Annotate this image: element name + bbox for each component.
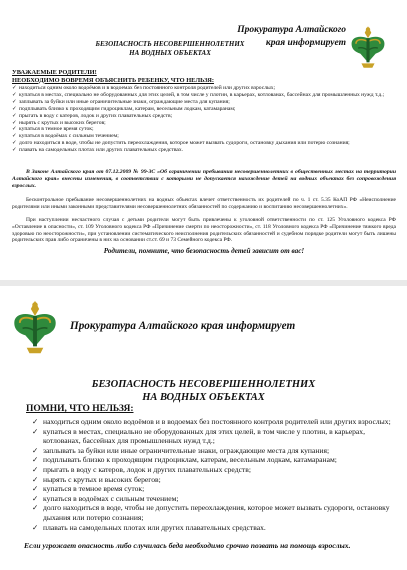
check-icon: ✓ [32,522,39,532]
parents-slogan: Родители, помните, что безопасность детей зависит от вас! [103,247,305,255]
list-item: ✓ подплывать близко к проходящим гидроциклам, катерам, весельным лодкам, катамаранам; [32,455,337,465]
list-item: ✓ подплывать близко к проходящим гидроциклам, катерам, весельным лодкам, катамаранам; [12,105,236,112]
explain-heading: НЕОБХОДИМО ВОВРЕМЯ ОБЪЯСНИТЬ РЕБЕНКУ, ЧТО НЕЛЬЗЯ: [12,76,214,84]
leaflet-parents [0,0,407,280]
list-item: ✓ долго находиться в воде, чтобы не допустить переохлаждения, которое может вызвать судороги, остановку дыхания или потерю сознания; [32,503,390,522]
check-icon: ✓ [12,91,17,98]
intro-heading [12,69,392,85]
check-icon: ✓ [32,417,39,426]
address-parents: УВАЖАЕМЫЕ РОДИТЕЛИ! [12,69,97,76]
check-icon: ✓ [12,105,17,112]
list-item: ✓ находиться одним около водоёмов и в водоемах без постоянного контроля родителей или других взрослых; [12,85,276,91]
list-item: ✓ плавать на самодельных плотах или других плавательных средствах. [12,147,184,154]
check-icon: ✓ [12,133,17,140]
check-icon: ✓ [12,112,17,119]
list-item: ✓ заплывать за буйки или иные ограничительные знаки, ограждающие места для купания; [32,445,330,455]
list-item: ✓ нырять с крутых и высоких берегов; [32,474,161,484]
check-icon: ✓ [32,474,39,484]
list-item: ✓ купаться в водоёмах с сильным течением; [12,133,119,140]
list-item: ✓ заплывать за буйки или иные ограничительные знаки, ограждающие места для купания; [12,98,230,105]
check-icon: ✓ [32,455,39,465]
check-icon: ✓ [12,98,17,105]
list-item: ✓ купаться в темное время суток; [12,126,94,133]
list-item: ✓ долго находиться в воде, чтобы не допустить переохлаждения, которое может вызвать судороги, остановку дыхания или потерю сознания; [12,140,350,147]
header-title: Прокуратура Алтайского края информирует [237,25,346,48]
help-slogan: Если угрожает опасность либо случилась беда необходимо срочно позвать на помощь взрослых. [24,541,351,550]
check-icon: ✓ [32,464,39,474]
list-item: ✓ плавать на самодельных плотах или других плавательных средствах. [32,522,266,532]
rules-list [32,417,392,532]
law-paragraph: В Законе Алтайского края от 07.12.2009 № 99-ЗС «Об ограничении пребывания несовершеннолетних в общественных местах на территории Алтайского края» внесены изменения, в соответствии с которыми не допускается нахождение детей на водных объектах без сопровождения взрослых. [12,169,396,189]
list-item: ✓ прыгать в воду с катеров, лодок и других плавательных средств; [32,464,251,474]
check-icon: ✓ [32,445,39,455]
page-title: БЕЗОПАСНОСТЬ НЕСОВЕРШЕННОЛЕТНИХ НА ВОДНЫХ ОБЪЕКТАХ [91,379,316,403]
check-icon: ✓ [12,85,17,91]
leaflet-children [0,286,407,570]
rules-list [12,85,394,154]
list-item: ✓ купаться в водоёмах с сильным течением; [32,493,179,503]
list-item: ✓ купаться в местах, специально не оборудованных для этих целей, в том числе у плотин, в карьерах, котлованах, бассейнах для промышленных нужд т.д.; [12,91,385,98]
check-icon: ✓ [12,126,17,133]
check-icon: ✓ [12,119,17,126]
check-icon: ✓ [12,147,17,154]
criminal-liability-paragraph: При наступлении несчастного случая с детьми родители могут быть привлечены к уголовной ответственности по ст. 125 Уголовного кодекса РФ «Оставление в опасности», ст. 109 Уголовного кодекса РФ «Причинение смерти по неосторожности», ст. 118 Уголовного кодекса РФ «Причинение тяжкого вреда здоровью по неосторожности», при установлении систематического неисполнения родительских обязанностей и судебном порядке родители могут быть лишены родительских прав либо ограничены в них на основании ст.ст. 69 и 73 Семейного кодекса РФ. [12,217,396,244]
list-item: ✓ купаться в местах, специально не оборудованных для этих целей, в том числе у плотин, в карьерах, котлованах, бассейнах для промышленных нужд т.д.; [32,426,365,446]
responsibility-paragraph: Бесконтрольное пребывание несовершеннолетних на водных объектах влечет ответственность их родителей по ч. 1 ст. 5.35 КоАП РФ «Неисполнение родителями или иными законными представителями несовершеннолетних обязанностей по содержанию и воспитанию несовершеннолетних». [12,197,396,210]
check-icon: ✓ [12,140,17,147]
list-item: ✓ нырять с крутых и высоких берегов; [12,119,106,126]
header-title: Прокуратура Алтайского края информирует [70,320,296,332]
check-icon: ✓ [32,484,39,494]
prosecutor-emblem-icon [346,24,390,70]
list-item: ✓ находиться одним около водоёмов и в водоемах без постоянного контроля родителей или других взрослых; [32,417,391,426]
check-icon: ✓ [32,503,39,513]
prosecutor-emblem-icon [7,298,63,356]
list-item: ✓ купаться в темное время суток; [32,484,145,494]
check-icon: ✓ [32,426,39,436]
list-item: ✓ прыгать в воду с катеров, лодок и других плавательных средств; [12,112,173,119]
page-title: БЕЗОПАСНОСТЬ НЕСОВЕРШЕННОЛЕТНИХ НА ВОДНЫХ ОБЪЕКТАХ [95,40,245,57]
remember-heading: ПОМНИ, ЧТО НЕЛЬЗЯ: [26,404,134,414]
check-icon: ✓ [32,493,39,503]
